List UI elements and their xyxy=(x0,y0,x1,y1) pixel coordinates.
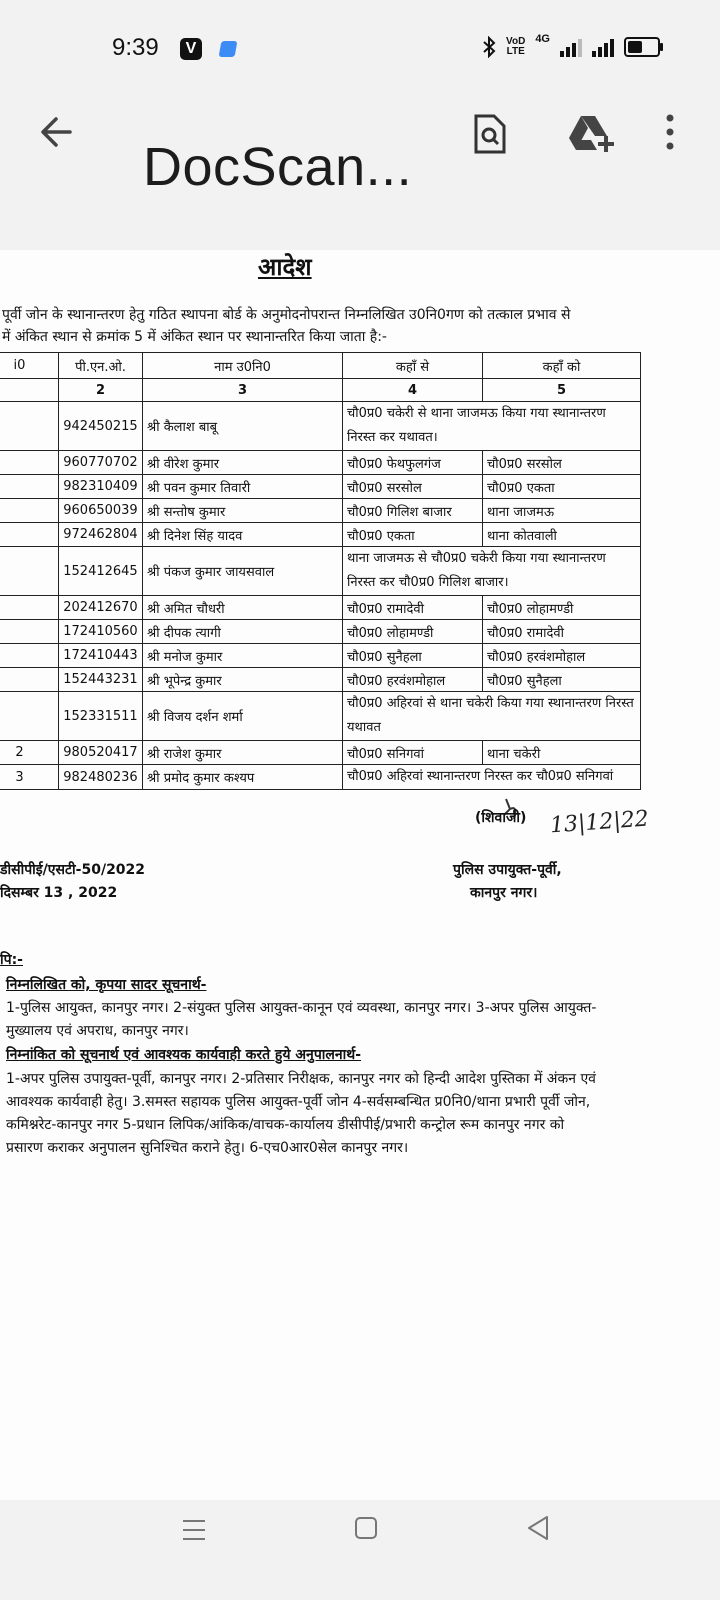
table-number-cell xyxy=(0,379,59,402)
action-heading: निम्नांकित को सूचनार्थ एवं आवश्यक कार्यवाही करते हुये अनुपालनार्थ- xyxy=(6,1047,362,1063)
table-header-cell: कहाँ से xyxy=(343,353,483,379)
table-row xyxy=(0,451,641,475)
network-type-label: 4G xyxy=(535,33,550,45)
info-recipients: 1-पुलिस आयुक्त, कानपुर नगर। 2-संयुक्त पुलिस आयुक्त-कानून एवं व्यवस्था, कानपुर नगर। 3-अपर पुलिस आयुक्त- मुख्यालय एवं अपराध, कानपुर नगर। xyxy=(6,1000,597,1039)
copy-label: पि:- xyxy=(0,952,23,968)
table-cell-pno: 942450215 xyxy=(59,402,143,451)
table-cell-name: श्री भूपेन्द्र कुमार xyxy=(143,668,343,692)
document-search-icon[interactable] xyxy=(470,112,510,156)
table-cell-to: चौ0प्र0 लोहामण्डी xyxy=(483,596,641,620)
table-cell-to: चौ0प्र0 एकता xyxy=(483,475,641,499)
signatory-name: (शिवाजी) xyxy=(475,810,527,826)
table-cell-pno: 960770702 xyxy=(59,451,143,475)
table-row xyxy=(0,596,641,620)
transfer-table xyxy=(0,352,641,790)
table-row xyxy=(0,620,641,644)
signal-icon xyxy=(560,37,582,57)
table-cell-name: श्री दिनेश सिंह यादव xyxy=(143,523,343,547)
table-number-row xyxy=(0,379,641,402)
back-arrow-icon[interactable] xyxy=(36,112,76,152)
table-number-cell: 2 xyxy=(59,379,143,402)
table-cell-from: चौ0प्र0 सनिगवां xyxy=(343,741,483,765)
table-row xyxy=(0,765,641,790)
table-row xyxy=(0,523,641,547)
table-cell-to: चौ0प्र0 सुनैहला xyxy=(483,668,641,692)
table-cell-to: थाना जाजमऊ xyxy=(483,499,641,523)
table-cell-to: थाना चकेरी xyxy=(483,741,641,765)
table-cell-pno: 172410560 xyxy=(59,620,143,644)
table-cell-pno: 982480236 xyxy=(59,765,143,790)
table-cell-merged: थाना जाजमऊ से चौ0प्र0 चकेरी किया गया स्थानान्तरण निरस्त कर चौ0प्र0 गिलिश बाजार। xyxy=(343,547,641,596)
table-row xyxy=(0,741,641,765)
table-cell-name: श्री सन्तोष कुमार xyxy=(143,499,343,523)
status-bar xyxy=(0,0,720,100)
table-cell-to: चौ0प्र0 रामादेवी xyxy=(483,620,641,644)
notification-app-icon xyxy=(219,41,238,57)
action-recipients: 1-अपर पुलिस उपायुक्त-पूर्वी, कानपुर नगर। 2-प्रतिसार निरीक्षक, कानपुर नगर को हिन्दी आदेश पुस्तिका में अंकन एवं आवश्यक कार्यवाही हेतु। 3.समस्त सहायक पुलिस आयुक्त-पूर्वी जोन 4-सर्वसम्बन्धित प्र0नि0/थाना प्रभारी पूर्वी जोन, कमिश्नरेट-कानपुर नगर 5-प्रधान लिपिक/आंकिक/वाचक-कार्यालय डीसीपीई/प्रभारी कन्ट्रोल रूम कानपुर नगर को प्रसारण कराकर अनुपालन सुनिश्चित कराने हेतु। 6-एच0आर0सेल कानपुर नगर। xyxy=(6,1071,596,1156)
table-cell-sn xyxy=(0,523,59,547)
table-cell-from: चौ0प्र0 सरसोल xyxy=(343,475,483,499)
table-cell-pno: 972462804 xyxy=(59,523,143,547)
table-header-cell: i0 xyxy=(0,353,59,379)
bluetooth-icon xyxy=(482,36,496,58)
table-header-cell: नाम उ0नि0 xyxy=(143,353,343,379)
status-indicators xyxy=(482,33,660,58)
signature-date: 13|12|22 xyxy=(549,806,650,839)
home-icon[interactable] xyxy=(355,1517,377,1539)
table-cell-from: चौ0प्र0 फेथफुलगंज xyxy=(343,451,483,475)
back-triangle-icon[interactable] xyxy=(525,1514,551,1542)
table-cell-name: श्री कैलाश बाबू xyxy=(143,402,343,451)
table-header-cell: पी.एन.ओ. xyxy=(59,353,143,379)
battery-icon xyxy=(624,37,660,57)
table-header-row xyxy=(0,353,641,379)
table-row xyxy=(0,692,641,741)
table-cell-sn xyxy=(0,596,59,620)
table-cell-from: चौ0प्र0 हरवंशमोहाल xyxy=(343,668,483,692)
table-cell-from: चौ0प्र0 गिलिश बाजार xyxy=(343,499,483,523)
table-cell-name: श्री विजय दर्शन शर्मा xyxy=(143,692,343,741)
table-cell-from: चौ0प्र0 एकता xyxy=(343,523,483,547)
table-cell-name: श्री वीरेश कुमार xyxy=(143,451,343,475)
vpn-app-icon: V xyxy=(180,38,202,60)
table-cell-sn: 2 xyxy=(0,741,59,765)
table-number-cell: 5 xyxy=(483,379,641,402)
table-cell-pno: 152331511 xyxy=(59,692,143,741)
table-cell-pno: 152412645 xyxy=(59,547,143,596)
table-row xyxy=(0,644,641,668)
table-cell-name: श्री दीपक त्यागी xyxy=(143,620,343,644)
table-cell-to: चौ0प्र0 हरवंशमोहाल xyxy=(483,644,641,668)
drive-add-icon[interactable] xyxy=(567,112,615,156)
table-cell-pno: 152443231 xyxy=(59,668,143,692)
table-cell-name: श्री पवन कुमार तिवारी xyxy=(143,475,343,499)
table-number-cell: 3 xyxy=(143,379,343,402)
table-cell-pno: 172410443 xyxy=(59,644,143,668)
table-cell-pno: 960650039 xyxy=(59,499,143,523)
reference-number: डीसीपीई/एसटी-50/2022 xyxy=(0,862,146,878)
table-cell-pno: 202412670 xyxy=(59,596,143,620)
reference-date: दिसम्बर 13 , 2022 xyxy=(0,885,118,901)
table-cell-name: श्री राजेश कुमार xyxy=(143,741,343,765)
table-number-cell: 4 xyxy=(343,379,483,402)
table-cell-to: थाना कोतवाली xyxy=(483,523,641,547)
volte-indicator: VoD LTE xyxy=(506,36,526,57)
table-cell-sn: 3 xyxy=(0,765,59,790)
table-cell-merged: चौ0प्र0 अहिरवां स्थानान्तरण निरस्त कर चौ0प्र0 सनिगवां xyxy=(343,765,641,790)
table-cell-to: चौ0प्र0 सरसोल xyxy=(483,451,641,475)
table-cell-sn xyxy=(0,475,59,499)
order-intro: पूर्वी जोन के स्थानान्तरण हेतु गठित स्थापना बोर्ड के अनुमोदनोपरान्त निम्नलिखित उ0नि0गण को तत्काल प्रभाव से में अंकित स्थान से क्रमांक 5 में अंकित स्थान पर स्थानान्तरित किया जाता है:- xyxy=(2,307,571,345)
table-cell-sn xyxy=(0,620,59,644)
table-header-cell: कहाँ को xyxy=(483,353,641,379)
table-cell-sn xyxy=(0,402,59,451)
signal-icon-2 xyxy=(592,37,614,57)
table-row xyxy=(0,402,641,451)
table-body xyxy=(0,402,641,790)
table-cell-pno: 980520417 xyxy=(59,741,143,765)
table-row xyxy=(0,547,641,596)
signatory-designation: पुलिस उपायुक्त-पूर्वी, xyxy=(453,862,562,878)
order-heading: आदेश xyxy=(258,253,312,281)
info-heading: निम्नलिखित को, कृपया सादर सूचनार्थ- xyxy=(6,977,207,993)
document-page xyxy=(0,250,720,1500)
table-row xyxy=(0,668,641,692)
table-cell-name: श्री मनोज कुमार xyxy=(143,644,343,668)
table-row xyxy=(0,499,641,523)
table-cell-sn xyxy=(0,499,59,523)
table-cell-sn xyxy=(0,668,59,692)
table-cell-from: चौ0प्र0 रामादेवी xyxy=(343,596,483,620)
table-cell-name: श्री पंकज कुमार जायसवाल xyxy=(143,547,343,596)
table-cell-merged: चौ0प्र0 अहिरवां से थाना चकेरी किया गया स्थानान्तरण निरस्त यथावत xyxy=(343,692,641,741)
table-cell-merged: चौ0प्र0 चकेरी से थाना जाजमऊ किया गया स्थानान्तरण निरस्त कर यथावत। xyxy=(343,402,641,451)
table-cell-name: श्री अमित चौधरी xyxy=(143,596,343,620)
table-cell-sn xyxy=(0,451,59,475)
table-cell-sn xyxy=(0,547,59,596)
recent-apps-icon[interactable] xyxy=(181,1517,207,1543)
table-cell-pno: 982310409 xyxy=(59,475,143,499)
status-time: 9:39 xyxy=(112,34,159,61)
document-title: DocScan... xyxy=(143,137,413,197)
table-cell-sn xyxy=(0,644,59,668)
table-row xyxy=(0,475,641,499)
table-cell-from: चौ0प्र0 सुनैहला xyxy=(343,644,483,668)
table-cell-name: श्री प्रमोद कुमार कश्यप xyxy=(143,765,343,790)
signatory-location: कानपुर नगर। xyxy=(470,885,538,901)
table-cell-sn xyxy=(0,692,59,741)
more-vert-icon[interactable] xyxy=(660,112,680,156)
system-nav-bar xyxy=(0,1500,720,1600)
table-cell-from: चौ0प्र0 लोहामण्डी xyxy=(343,620,483,644)
